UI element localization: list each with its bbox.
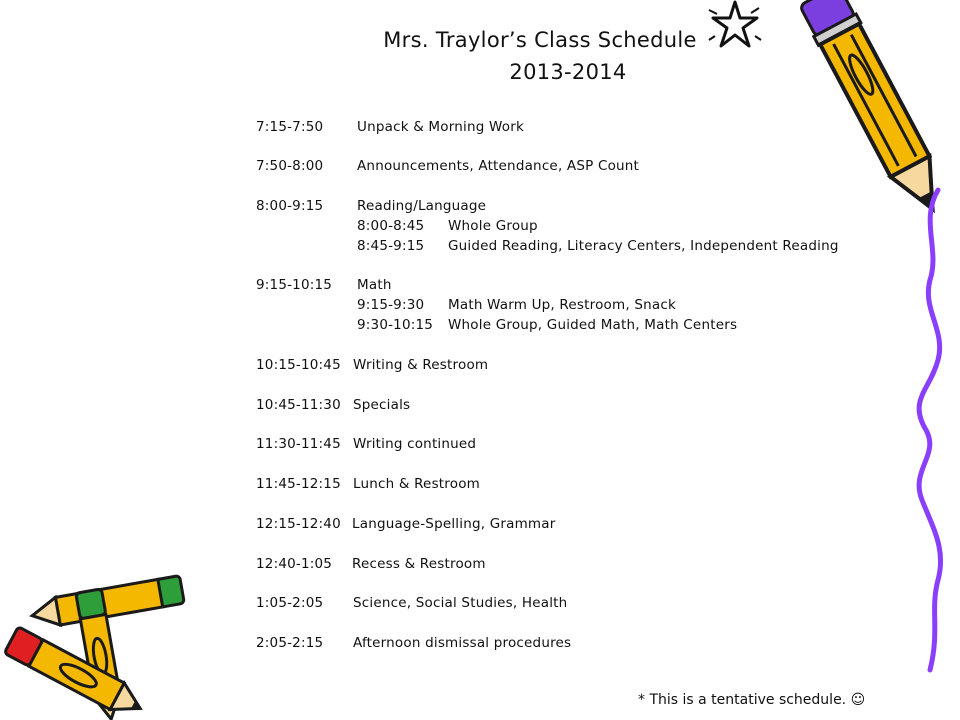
sub-activity: Whole Group xyxy=(448,218,538,234)
sub-activity: Whole Group, Guided Math, Math Centers xyxy=(448,317,738,333)
sub-time-slot: 9:15-9:30 xyxy=(357,297,425,313)
activity: Science, Social Studies, Health xyxy=(353,595,568,611)
activity: Unpack & Morning Work xyxy=(357,119,524,135)
time-slot: 11:30-11:45 xyxy=(256,436,341,452)
activity: Specials xyxy=(353,397,411,413)
time-slot: 10:15-10:45 xyxy=(256,357,341,373)
page-title: Mrs. Traylor’s Class Schedule xyxy=(383,28,697,52)
time-slot: 12:40-1:05 xyxy=(256,556,333,572)
time-slot: 7:15-7:50 xyxy=(256,119,324,135)
time-slot: 12:15-12:40 xyxy=(256,516,341,532)
sub-activity: Guided Reading, Literacy Centers, Independent Reading xyxy=(448,238,839,254)
time-slot: 8:00-9:15 xyxy=(256,198,324,214)
activity: Lunch & Restroom xyxy=(353,476,481,492)
time-slot: 9:15-10:15 xyxy=(256,277,333,293)
activity: Writing & Restroom xyxy=(353,357,489,373)
school-year: 2013-2014 xyxy=(509,60,627,84)
sub-time-slot: 8:45-9:15 xyxy=(357,238,425,254)
time-slot: 2:05-2:15 xyxy=(256,635,324,651)
activity: Announcements, Attendance, ASP Count xyxy=(357,158,640,174)
time-slot: 7:50-8:00 xyxy=(256,158,324,174)
curly-line-icon xyxy=(900,180,960,680)
activity: Language-Spelling, Grammar xyxy=(352,516,556,532)
crossed-pencils-icon xyxy=(0,560,200,720)
sub-time-slot: 8:00-8:45 xyxy=(357,218,425,234)
activity: Writing continued xyxy=(353,436,477,452)
sub-time-slot: 9:30-10:15 xyxy=(357,317,434,333)
star-icon xyxy=(705,0,765,52)
activity: Reading/Language xyxy=(357,198,487,214)
time-slot: 1:05-2:05 xyxy=(256,595,324,611)
sub-activity: Math Warm Up, Restroom, Snack xyxy=(448,297,676,313)
activity: Recess & Restroom xyxy=(352,556,486,572)
time-slot: 11:45-12:15 xyxy=(256,476,341,492)
activity: Afternoon dismissal procedures xyxy=(353,635,572,651)
activity: Math xyxy=(357,277,392,293)
footnote: * This is a tentative schedule. ☺ xyxy=(638,692,866,708)
time-slot: 10:45-11:30 xyxy=(256,397,341,413)
